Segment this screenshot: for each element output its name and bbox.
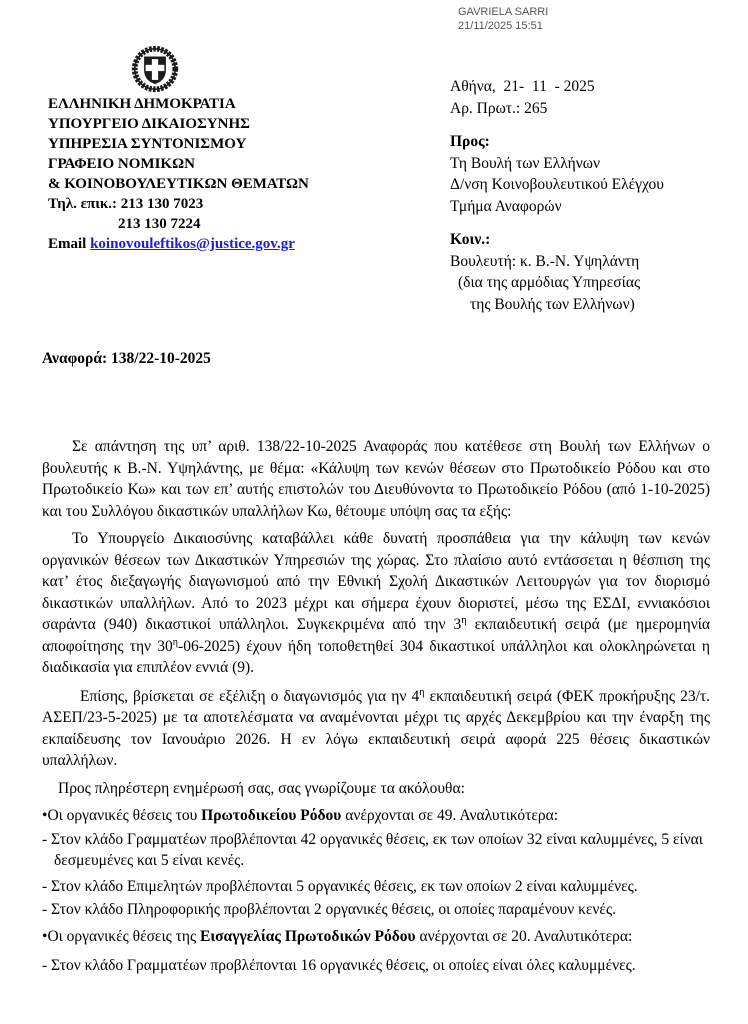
dash-item-pliroforikis-2: - Στον κλάδο Πληροφορικής προβλέπονται 2 οργανικές θέσεις, οι οποίες παραμένουν κενές. [42,901,616,918]
recipient-meta-block [450,76,730,315]
bullet-run-bold: Εισαγγελίας Πρωτοδικών Ρόδου [199,927,416,945]
paragraph-4: Προς πληρέστερη ενημέρωσή σας, σας γνωρίζουμε τα ακόλουθα: [58,779,465,797]
superscript: η [461,614,467,626]
sender-email-line [48,234,408,254]
bullet-item-eisaggelia-rodou [42,926,710,948]
email-link[interactable]: koinovouleftikos@justice.gov.gr [90,236,295,252]
sender-org-line: ΕΛΛΗΝΙΚΗ ΔΗΜΟΚΡΑΤΙΑ [48,96,236,112]
to-label: Προς: [450,133,490,150]
spacer [450,217,730,229]
paragraph-3-run: εκπαιδευτική σειρά (ΦΕΚ προκήρυξης 23/τ. ΑΣΕΠ/23-5-2025) με τα αποτελέσματα να αναμένονται μέχρι τις αρχές Δεκεμβρίου και την έναρξη της εκπαίδευσης τον Ιανουάριο 2026. Η εν λόγω εκπαιδευτική σειρά αφορά 225 θέσεις δικαστικών υπαλλήλων. [42,687,710,769]
cc-line: της Βουλής των Ελλήνων) [470,295,635,313]
print-header-name: GAVRIELA SARRI [458,6,549,18]
bullet-icon: • [42,807,48,824]
bullet-item-protodikeio-rodou [42,805,710,827]
sender-org-line: ΥΠΟΥΡΓΕΙΟ ΔΙΚΑΙΟΣΥΝΗΣ [48,116,250,132]
to-line: Δ/νση Κοινοβουλευτικού Ελέγχου [450,176,664,193]
paragraph-2-run: Το Υπουργείο Δικαιοσύνης καταβάλλει κάθε δυνατή προσπάθεια για την κάλυψη των κενών οργανικών θέσεων των Δικαστικών Υπηρεσιών της χώρας. Στο πλαίσιο αυτό εντάσσεται η θέσπιση της κατ’ έτος διεξαγωγής διαγωνισμού από την Εθνική Σχολή Δικαστικών Λειτουργών για τον διορισμό δικαστικών υπαλλήλων. Από το 2023 μέχρι και σήμερα έχουν διοριστεί, μέσω της ΕΣΔΙ, εννιακόσιοι σαράντα (940) δικαστικοί υπάλληλοι. Συγκεκριμένα από την 3 [42,530,710,633]
sender-org-line: ΓΡΑΦΕΙΟ ΝΟΜΙΚΩΝ [48,156,195,172]
sender-phone-line1: Τηλ. επικ.: 213 130 7023 [48,196,204,212]
paragraph-3 [42,686,710,772]
bullet-run: Οι οργανικές θέσεις της [47,927,200,945]
sender-letterhead [48,94,408,254]
print-header-datetime: 21/11/2025 15:51 [458,19,543,32]
bullet-run: ανέρχονται σε 20. Αναλυτικότερα: [415,927,633,945]
dash-item-grammateon-16: - Στον κλάδο Γραμματέων προβλέπονται 16 οργανικές θέσεις, οι οποίες είναι όλες καλυμμένες. [42,957,636,974]
paragraph-2-run: εκπαιδευτική σειρά (με ημερομηνία αποφοίτησης την 30 [42,616,710,655]
sender-org-line: & ΚΟΙΝΟΒΟΥΛΕΥΤΙΚΩΝ ΘΕΜΑΤΩΝ [48,176,309,192]
paragraph-2 [42,528,710,679]
email-label: Email [48,236,91,252]
protocol-number: Αρ. Πρωτ.: 265 [450,99,548,117]
reference-line: Αναφορά: 138/22-10-2025 [42,350,211,367]
sender-org-line: ΥΠΗΡΕΣΙΑ ΣΥΝΤΟΝΙΣΜΟΥ [48,136,247,152]
dash-item-epimeliton-5: - Στον κλάδο Επιμελητών προβλέπονται 5 οργανικές θέσεις, εκ των οποίων 2 είναι καλυμμένες. [42,877,638,895]
paragraph-2-run: -06-2025) έχουν ήδη τοποθετηθεί 304 δικαστικοί υπάλληλοι και ολοκληρώνεται η διαδικασία για επιπλέον εννιά (9). [42,637,711,676]
cc-label: Κοιν.: [450,231,491,248]
greek-coat-of-arms-icon [128,43,182,95]
sender-phone-line2: 213 130 7224 [118,216,201,232]
bullet-run: Οι οργανικές θέσεις του [47,807,202,824]
dash-item-grammateon-42: - Στον κλάδο Γραμματέων προβλέπονται 42 οργανικές θέσεις, εκ των οποίων 32 είναι καλυμμένες, 5 είναι δεσμευμένες και 5 είναι κενές. [42,830,703,869]
cc-line: (δια της αρμόδιας Υπηρεσίας [458,274,641,291]
letter-body [42,436,710,977]
city-date: Αθήνα, 21- 11 - 2025 [450,78,595,95]
print-header [458,6,548,33]
to-line: Τη Βουλή των Ελλήνων [450,154,600,172]
superscript: η [419,686,425,698]
bullet-icon: • [42,927,48,945]
to-line: Τμήμα Αναφορών [450,197,562,215]
cc-line: Βουλευτή: κ. Β.-Ν. Υψηλάντη [450,252,640,270]
spacer [450,119,730,131]
bullet-run-bold: Πρωτοδικείου Ρόδου [201,807,342,824]
superscript: η [172,636,179,648]
paragraph-1: Σε απάντηση της υπ’ αριθ. 138/22-10-2025 Αναφοράς που κατέθεσε στη Βουλή των Ελλήνων ο βουλευτής κ Β.-Ν. Υψηλάντης, με θέμα: «Κάλυψη των κενών θέσεων στο Πρωτοδικείο Ρόδου και στο Πρωτοδικείο Κω» και των επ’ αυτής επιστολών του Διευθύνοντα το Πρωτοδικείο Ρόδου (από 1-10-2025) και του Συλλόγου δικαστικών υπαλλήλων Κω, θέτουμε υπόψη σας τα εξής: [42,438,710,520]
bullet-run: ανέρχονται σε 49. Αναλυτικότερα: [341,807,559,824]
paragraph-3-run: Επίσης, βρίσκεται σε εξέλιξη ο διαγωνισμός για ην 4 [80,687,420,705]
